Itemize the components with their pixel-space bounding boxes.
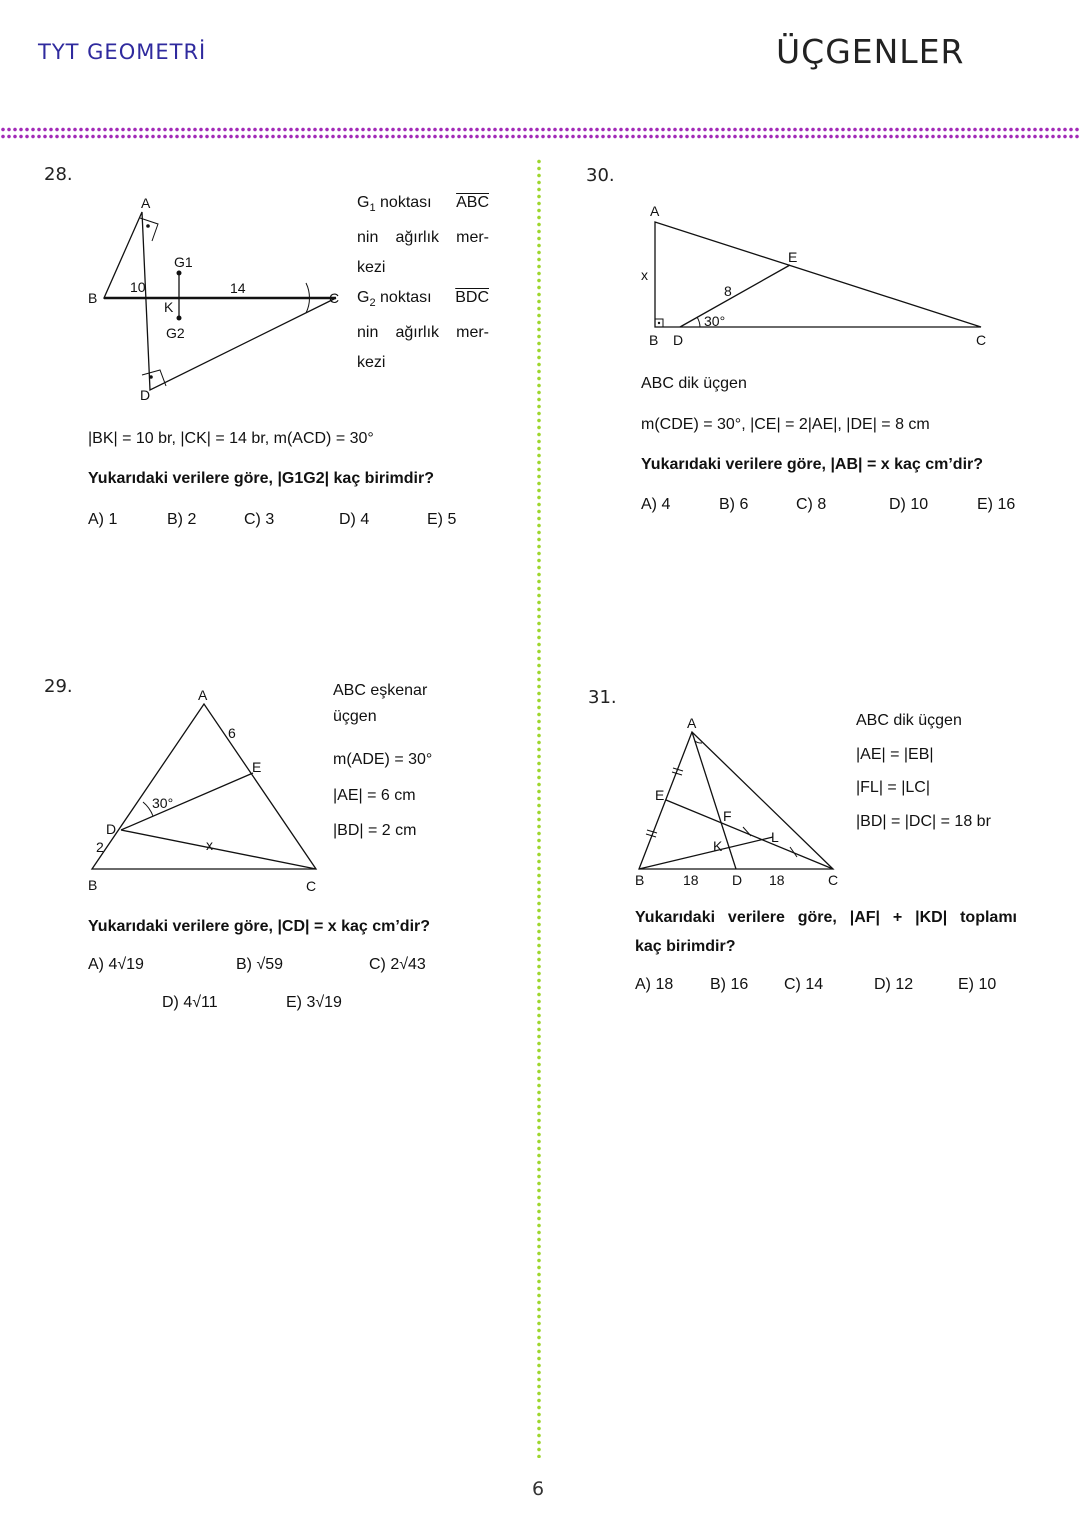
- q28-point-g2: [177, 316, 182, 321]
- q31-choice-b[interactable]: B) 16: [710, 976, 749, 993]
- q30-choice-e[interactable]: E) 16: [977, 496, 1016, 513]
- q31-choice-c[interactable]: C) 14: [784, 976, 824, 993]
- q30-figure: [640, 196, 1000, 356]
- q29-cond-bd: |BD| = 2 cm: [333, 822, 417, 839]
- q30-choice-d[interactable]: D) 10: [889, 496, 929, 513]
- q28-given: |BK| = 10 br, |CK| = 14 br, m(ACD) = 30°: [88, 430, 374, 447]
- q28-label-bk: 10: [130, 279, 146, 295]
- q28-c1-mid: noktası: [375, 194, 432, 211]
- q30-choices: [540, 496, 1080, 520]
- q30-cond-1: ABC dik üçgen: [641, 375, 747, 392]
- q29-choice-b[interactable]: B) √59: [236, 956, 284, 973]
- q28-label-g2: G2: [166, 325, 185, 341]
- q28-c1-sub: 1: [369, 202, 376, 215]
- q28-choice-d[interactable]: D) 4: [339, 511, 370, 528]
- topic-title: ÜÇGENLER: [776, 32, 965, 71]
- q28-label-a: A: [141, 195, 151, 211]
- q29-segment-dc: [121, 830, 316, 869]
- q30-label-e: E: [788, 249, 798, 265]
- q30-label-d: D: [673, 332, 684, 348]
- question-29-number: 29.: [44, 676, 73, 697]
- q31-cond-4: |BD| = |DC| = 18 br: [856, 813, 991, 830]
- q28-c1-g: G: [357, 194, 370, 211]
- q30-label-c: C: [976, 332, 987, 348]
- q28-label-g1: G1: [174, 254, 193, 270]
- q29-triangle: [92, 704, 316, 869]
- q28-c1-line3: kezi: [357, 259, 386, 277]
- q29-figure: [80, 684, 330, 899]
- q28-choice-b[interactable]: B) 2: [167, 511, 197, 528]
- q30-label-de: 8: [724, 283, 732, 299]
- q28-label-b: B: [88, 290, 98, 306]
- q28-label-d: D: [140, 387, 151, 403]
- q29-cond-line-2: üçgen: [333, 708, 377, 725]
- q29-choice-d[interactable]: D) 4√11: [162, 994, 218, 1011]
- q28-label-k: K: [164, 299, 174, 315]
- q29-choices: [0, 956, 540, 1016]
- q28-c2-arc: $\overline{BDC}$: [455, 289, 489, 306]
- q31-cond-2: |AE| = |EB|: [856, 746, 934, 763]
- q28-condition-1: [357, 188, 489, 283]
- q29-label-ae: 6: [228, 725, 236, 741]
- q30-segment-de: [680, 265, 790, 327]
- q29-label-c: C: [306, 878, 317, 894]
- q28-c2-sub: 2: [369, 297, 376, 310]
- q29-choice-e[interactable]: E) 3√19: [286, 994, 342, 1011]
- q29-cond-angle: m(ADE) = 30°: [333, 751, 433, 768]
- q28-label-kc: 14: [230, 280, 246, 296]
- q28-label-c: C: [329, 290, 340, 306]
- q29-label-d: D: [106, 821, 117, 837]
- q31-label-b: B: [635, 872, 645, 888]
- page-number: 6: [532, 1478, 545, 1500]
- q31-cond-3: |FL| = |LC|: [856, 779, 930, 796]
- q31-choice-e[interactable]: E) 10: [958, 976, 997, 993]
- q31-choice-d[interactable]: D) 12: [874, 976, 914, 993]
- q29-label-e: E: [252, 759, 262, 775]
- q28-c2-g: G: [357, 289, 370, 306]
- q29-label-a: A: [198, 687, 208, 703]
- q30-label-x: x: [641, 267, 648, 283]
- q31-label-e: E: [655, 787, 665, 803]
- q29-condition-1: [333, 678, 427, 730]
- q28-question: Yukarıdaki verilere göre, |G1G2| kaç birimdir?: [88, 470, 434, 487]
- subject-title: TYT GEOMETRİ: [38, 40, 207, 64]
- q30-question: Yukarıdaki verilere göre, |AB| = x kaç cm’dir?: [641, 456, 984, 473]
- q28-choice-e[interactable]: E) 5: [427, 511, 457, 528]
- q30-choice-b[interactable]: B) 6: [719, 496, 749, 513]
- question-30-number: 30.: [586, 165, 615, 186]
- question-31-number: 31.: [588, 687, 617, 708]
- q30-choice-a[interactable]: A) 4: [641, 496, 671, 513]
- q31-label-l: L: [771, 829, 779, 845]
- q31-question-line-1: Yukarıdaki verilere göre, |AF| + |KD| toplamı: [635, 909, 1017, 926]
- q31-question-line-2: kaç birimdir?: [635, 938, 736, 955]
- q28-choice-c[interactable]: C) 3: [244, 511, 275, 528]
- q31-segment-bl: [639, 837, 773, 869]
- q30-label-angle: 30°: [704, 313, 726, 329]
- q30-label-a: A: [650, 203, 660, 219]
- q29-choice-c[interactable]: C) 2√43: [369, 956, 426, 973]
- q31-label-bd: 18: [683, 872, 699, 888]
- q30-triangle: [655, 222, 981, 327]
- q29-label-x: x: [206, 837, 213, 853]
- q28-point-g1: [177, 271, 182, 276]
- q28-c2-line2: nin ağırlık mer-: [357, 324, 489, 342]
- q29-cond-line-1: ABC eşkenar: [333, 682, 428, 699]
- q28-choice-a[interactable]: A) 1: [88, 511, 118, 528]
- column-divider: [536, 158, 542, 1458]
- q28-choices: [0, 511, 540, 535]
- q31-tick-fl: [743, 827, 751, 836]
- q28-figure: [80, 190, 350, 410]
- header-divider: [0, 126, 1080, 140]
- q30-cond-2: m(CDE) = 30°, |CE| = 2|AE|, |DE| = 8 cm: [641, 416, 930, 433]
- q28-right-dot-d: [149, 375, 153, 379]
- q28-c1-line2: nin ağırlık mer-: [357, 229, 489, 247]
- q28-right-dot-a: [146, 224, 150, 228]
- q29-label-bd: 2: [96, 839, 104, 855]
- q31-label-f: F: [723, 808, 732, 824]
- q31-figure: [625, 710, 855, 895]
- q29-label-b: B: [88, 877, 98, 893]
- q31-label-a: A: [687, 715, 697, 731]
- q31-choice-a[interactable]: A) 18: [635, 976, 674, 993]
- q29-label-angle: 30°: [152, 795, 174, 811]
- q31-cond-1: ABC dik üçgen: [856, 712, 962, 729]
- q29-choice-a[interactable]: A) 4√19: [88, 956, 144, 973]
- q28-c2-mid: noktası: [375, 289, 432, 306]
- q31-choices: [540, 976, 1080, 1000]
- q29-cond-ae: |AE| = 6 cm: [333, 787, 416, 804]
- q28-kite: [104, 212, 336, 390]
- q31-label-k: K: [713, 838, 723, 854]
- question-28-number: 28.: [44, 164, 73, 185]
- q28-condition-2: [357, 283, 489, 378]
- q30-right-dot-b: [658, 322, 660, 324]
- q28-c2-line3: kezi: [357, 354, 386, 372]
- q30-choice-c[interactable]: C) 8: [796, 496, 827, 513]
- q29-segment-de: [121, 773, 253, 830]
- q30-angle-arc-d: [697, 317, 700, 327]
- q31-label-d: D: [732, 872, 743, 888]
- q30-label-b: B: [649, 332, 659, 348]
- q29-question: Yukarıdaki verilere göre, |CD| = x kaç cm’dir?: [88, 918, 431, 935]
- q31-label-c: C: [828, 872, 839, 888]
- q31-label-dc: 18: [769, 872, 785, 888]
- q28-c1-arc: $\overline{ABC}$: [456, 194, 489, 211]
- q31-tick-eb-1: [647, 830, 657, 833]
